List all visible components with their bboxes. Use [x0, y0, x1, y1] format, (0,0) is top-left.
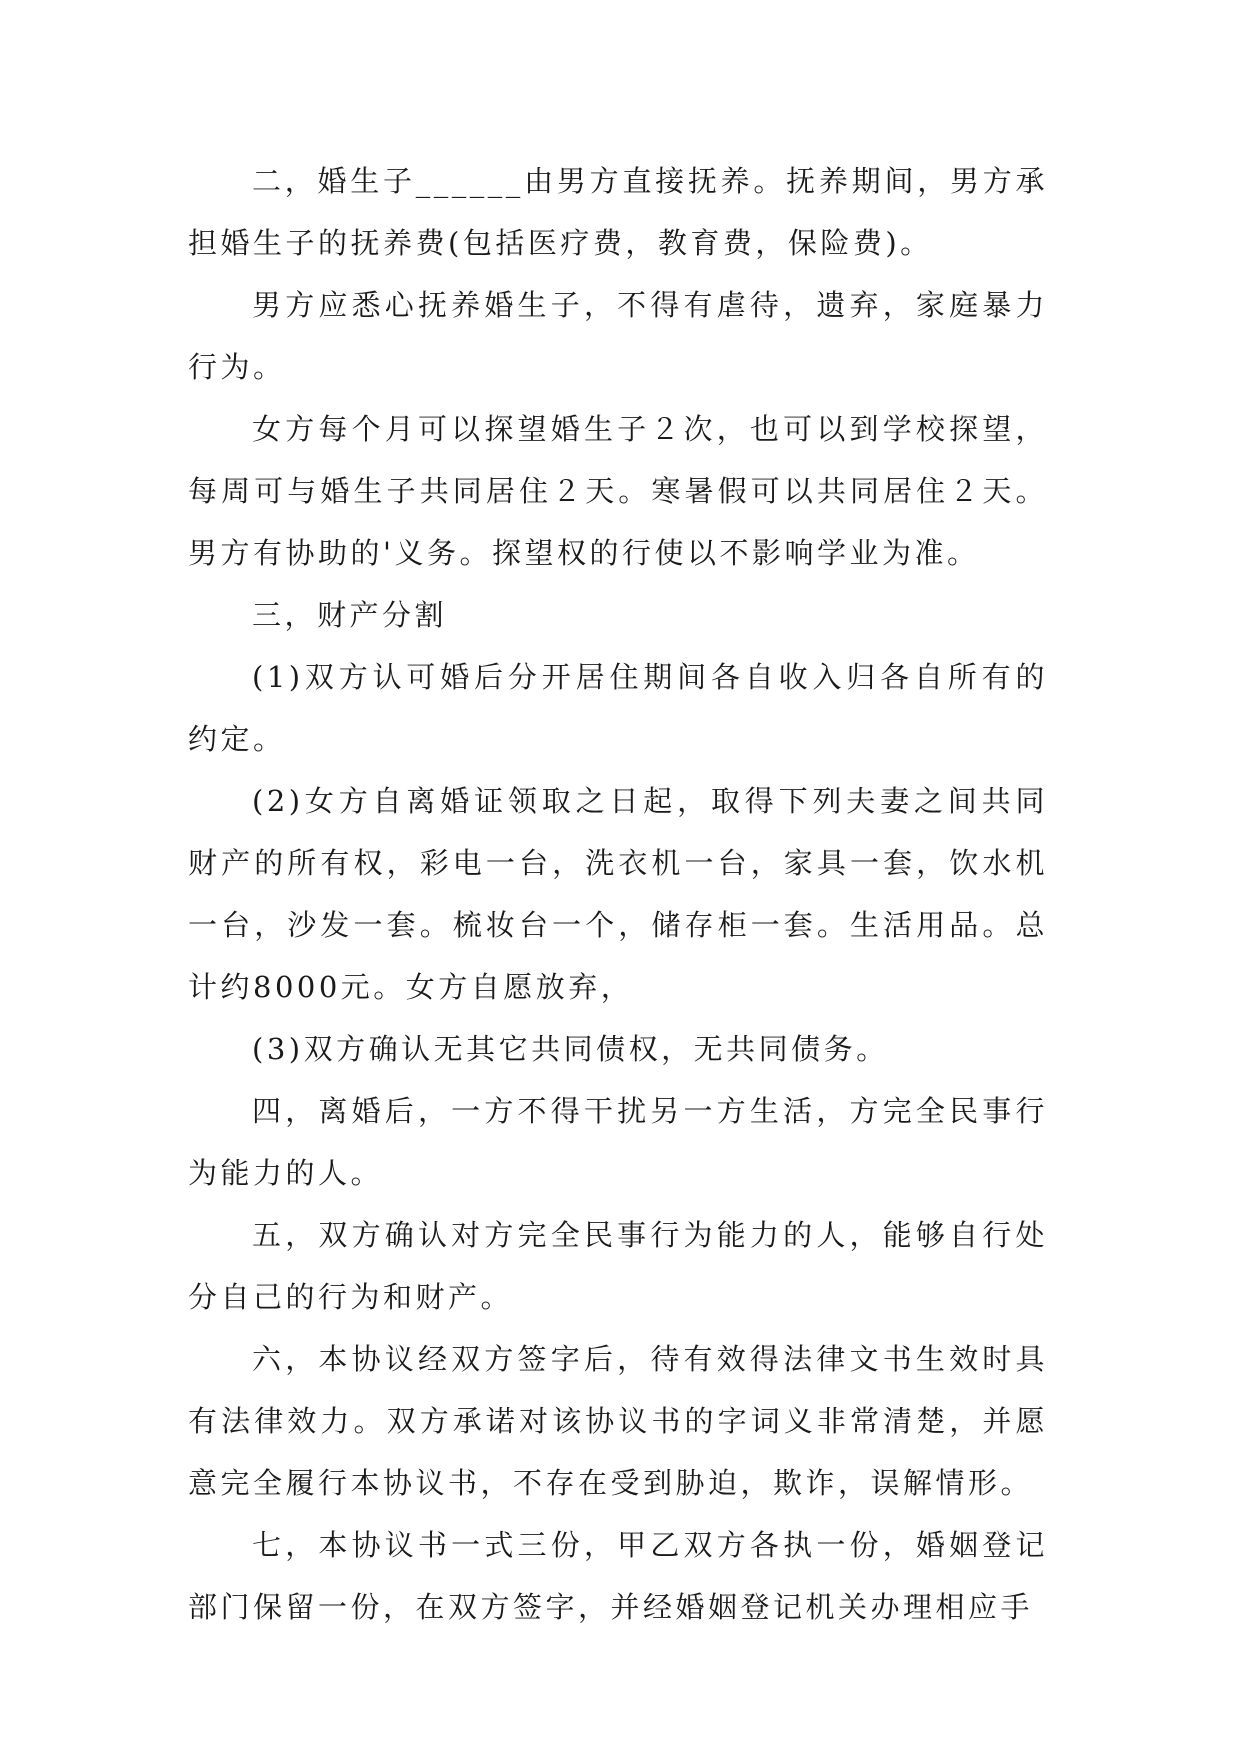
paragraph-property-2: (2)女方自离婚证领取之日起，取得下列夫妻之间共同财产的所有权，彩电一台，洗衣机一台，家具一套，饮水机一台，沙发一套。梳妆台一个，储存柜一套。生活用品。总计约8000元。女方自愿放弃， — [188, 784, 1048, 1004]
paragraph-custody: 二，婚生子______由男方直接抚养。抚养期间，男方承担婚生子的抚养费(包括医疗费，教育费，保险费)。 — [188, 164, 1048, 260]
paragraph-section-5: 五，双方确认对方完全民事行为能力的人，能够自行处分自己的行为和财产。 — [188, 1218, 1048, 1314]
paragraph-property-3: (3)双方确认无其它共同债权，无共同债务。 — [252, 1032, 889, 1066]
section-heading-property: 三，财产分割 — [252, 598, 448, 632]
document-body — [188, 150, 1048, 1638]
paragraph-visitation: 女方每个月可以探望婚生子２次，也可以到学校探望，每周可与婚生子共同居住２天。寒暑假可以共同居住２天。男方有协助的'义务。探望权的行使以不影响学业为准。 — [188, 412, 1048, 570]
paragraph-section-4: 四，离婚后，一方不得干扰另一方生活，方完全民事行为能力的人。 — [188, 1094, 1048, 1190]
paragraph-section-7: 七，本协议书一式三份，甲乙双方各执一份，婚姻登记部门保留一份，在双方签字，并经婚姻登记机关办理相应手 — [188, 1528, 1048, 1624]
paragraph-section-6: 六，本协议经双方签字后，待有效得法律文书生效时具有法律效力。双方承诺对该协议书的字词义非常清楚，并愿意完全履行本协议书，不存在受到胁迫，欺诈，误解情形。 — [188, 1342, 1048, 1500]
paragraph-property-1: (1)双方认可婚后分开居住期间各自收入归各自所有的约定。 — [188, 660, 1048, 756]
paragraph-care-duty: 男方应悉心抚养婚生子，不得有虐待，遗弃，家庭暴力行为。 — [188, 288, 1048, 384]
